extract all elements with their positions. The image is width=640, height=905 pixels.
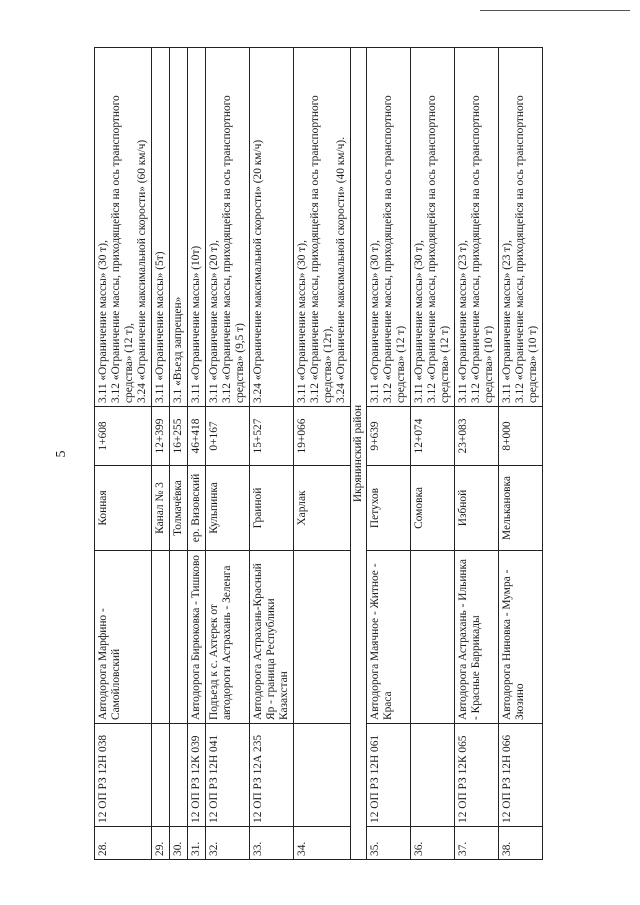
road-name: Автодорога Ниновка - Мумра - Зюзино <box>499 551 543 724</box>
kilometer-mark: 16+255 <box>170 407 188 466</box>
sign-list <box>294 48 351 407</box>
location-name: Харлак <box>294 466 351 551</box>
location-name: Сомовка <box>411 466 455 551</box>
road-name <box>411 551 455 724</box>
table-row <box>170 48 188 860</box>
row-number: 38. <box>499 827 543 860</box>
table-row <box>152 48 170 860</box>
road-name: Автодорога Астрахань - Ильинка - Красные Баррикады <box>455 551 499 724</box>
district-row <box>351 48 367 860</box>
road-code: 12 ОП РЗ 12А 235 <box>250 724 294 827</box>
road-code: 12 ОП РЗ 12Н 066 <box>499 724 543 827</box>
kilometer-mark: 15+527 <box>250 407 294 466</box>
sign-list <box>206 48 250 407</box>
sign-item: 3.11 «Ограничение массы» (20 т), <box>208 240 220 403</box>
location-name: Избной <box>455 466 499 551</box>
table-row <box>455 48 499 860</box>
sign-item: 3.12 «Ограничение массы, приходящейся на ось транспортного средства» (12 т) <box>382 95 407 403</box>
road-code <box>152 724 170 827</box>
top-rule <box>480 10 630 11</box>
road-name <box>152 551 170 724</box>
row-number: 34. <box>294 827 351 860</box>
sign-list <box>188 48 206 407</box>
table-body <box>95 48 543 860</box>
sign-item: 3.24 «Ограничение максимальной скорости» (20 км/ч) <box>252 139 264 403</box>
road-name: Подъезд к с. Ахтерек от автодороги Астрахань - Зеленга <box>206 551 250 724</box>
location-name: Мелькановка <box>499 466 543 551</box>
table-row <box>250 48 294 860</box>
sign-item: 3.11 «Ограничение массы» (5т) <box>154 251 166 403</box>
row-number: 33. <box>250 827 294 860</box>
road-code: 12 ОП РЗ 12Н 041 <box>206 724 250 827</box>
row-number: 29. <box>152 827 170 860</box>
sign-item: 3.12 «Ограничение массы, приходящейся на ось транспортного средства» (12т), <box>309 95 334 403</box>
sign-list <box>411 48 455 407</box>
row-number: 32. <box>206 827 250 860</box>
table-row <box>499 48 543 860</box>
sign-item: 3.11 «Ограничение массы» (30 т), <box>296 240 308 403</box>
sign-item: 3.11 «Ограничение массы» (30 т), <box>369 240 381 403</box>
sign-list <box>499 48 543 407</box>
road-name: Автодорога Марфино - Самойловский <box>95 551 152 724</box>
kilometer-mark: 19+066 <box>294 407 351 466</box>
location-name: Петухов <box>367 466 411 551</box>
kilometer-mark: 23+083 <box>455 407 499 466</box>
sign-item: 3.11 «Ограничение массы» (30 т), <box>413 240 425 403</box>
sign-list <box>367 48 411 407</box>
kilometer-mark: 12+399 <box>152 407 170 466</box>
sign-item: 3.1 «Въезд запрещен» <box>172 296 184 403</box>
row-number: 36. <box>411 827 455 860</box>
road-name <box>294 551 351 724</box>
row-number: 30. <box>170 827 188 860</box>
road-name: Автодорога Маячное - Житное - Краса <box>367 551 411 724</box>
location-name: Конная <box>95 466 152 551</box>
sign-item: 3.12 «Ограничение массы, приходящейся на ось транспортного средства» (10 т) <box>470 95 495 403</box>
road-code: 12 ОП РЗ 12К 065 <box>455 724 499 827</box>
row-number: 31. <box>188 827 206 860</box>
sign-list <box>95 48 152 407</box>
rotated-table-container <box>94 47 624 860</box>
location-name: Кульпинка <box>206 466 250 551</box>
table-row <box>188 48 206 860</box>
sign-item: 3.12 «Ограничение массы, приходящейся на ось транспортного средства» (10 т) <box>514 95 539 403</box>
sign-item: 3.24 «Ограничение максимальной скорости» (40 км/ч). <box>335 136 347 403</box>
road-code <box>411 724 455 827</box>
table-row <box>206 48 250 860</box>
kilometer-mark: 1+608 <box>95 407 152 466</box>
sign-list <box>250 48 294 407</box>
sign-item: 3.11 «Ограничение массы» (23 т), <box>501 240 513 403</box>
road-name: Автодорога Астрахань-Красный Яр - граница Республики Казахстан <box>250 551 294 724</box>
kilometer-mark: 8+000 <box>499 407 543 466</box>
road-code: 12 ОП РЗ 12К 039 <box>188 724 206 827</box>
table-row <box>411 48 455 860</box>
location-name: Толмачёвка <box>170 466 188 551</box>
road-name <box>170 551 188 724</box>
sign-item: 3.11 «Ограничение массы» (23 т), <box>457 240 469 403</box>
kilometer-mark: 12+074 <box>411 407 455 466</box>
sign-list <box>170 48 188 407</box>
sign-item: 3.24 «Ограничение максимальной скорости» (60 км/ч) <box>136 139 148 403</box>
page-number: 5 <box>54 450 69 458</box>
row-number: 28. <box>95 827 152 860</box>
road-code: 12 ОП РЗ 12Н 061 <box>367 724 411 827</box>
row-number: 35. <box>367 827 411 860</box>
location-name: Граиной <box>250 466 294 551</box>
location-name: Канал № 3 <box>152 466 170 551</box>
district-name: Икрянинский район <box>351 48 367 860</box>
sign-item: 3.11 «Ограничение массы» (30 т), <box>97 240 109 403</box>
road-name: Автодорога Бирюковка - Тишково <box>188 551 206 724</box>
road-code <box>294 724 351 827</box>
sign-item: 3.12 «Ограничение массы, приходящейся на ось транспортного средства» (12 т), <box>110 95 135 403</box>
sign-item: 3.12 «Ограничение массы, приходящейся на ось транспортного средства» (12 т) <box>426 95 451 403</box>
sign-list <box>152 48 170 407</box>
sign-item: 3.11 «Ограничение массы» (10т) <box>190 245 202 403</box>
kilometer-mark: 0+167 <box>206 407 250 466</box>
location-name: ер. Визовский <box>188 466 206 551</box>
road-code <box>170 724 188 827</box>
kilometer-mark: 9+639 <box>367 407 411 466</box>
table-row <box>367 48 411 860</box>
row-number: 37. <box>455 827 499 860</box>
sign-item: 3.12 «Ограничение массы, приходящейся на ось транспортного средства» (9,5 т) <box>221 95 246 403</box>
road-code: 12 ОП РЗ 12Н 038 <box>95 724 152 827</box>
table-row <box>294 48 351 860</box>
road-signs-table <box>94 47 543 860</box>
kilometer-mark: 46+418 <box>188 407 206 466</box>
sign-list <box>455 48 499 407</box>
table-row <box>95 48 152 860</box>
